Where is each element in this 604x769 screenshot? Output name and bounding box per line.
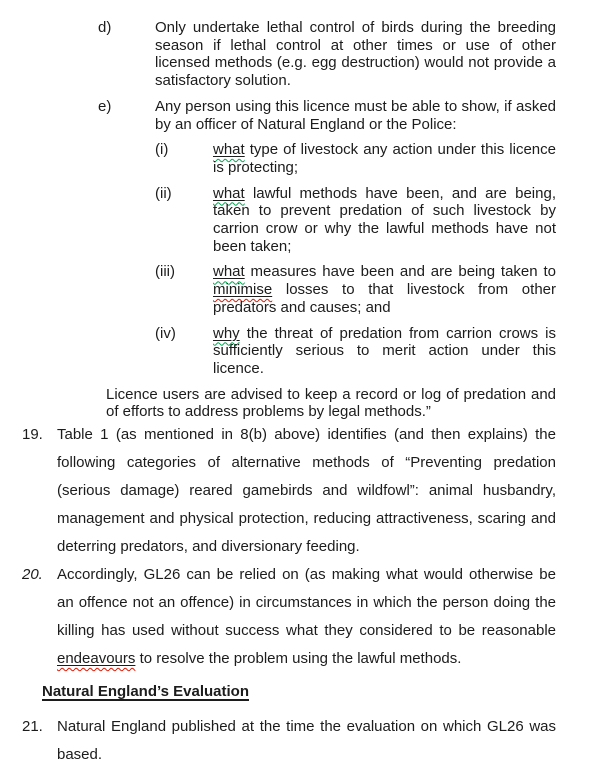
list-item-iii: [0, 263, 556, 316]
paragraph-20-text: Accordingly, GL26 can be relied on (as making what would otherwise be an offence not an offence) in circumstances in which the person doing the killing has used without success what they considered to be reasonable endeavours to resolve the problem using the lawful methods.: [57, 566, 556, 668]
paragraph-21-number: 21.: [22, 718, 43, 736]
list-marker-iv: (iv): [155, 324, 176, 342]
paragraph-19: [0, 421, 556, 561]
section-heading: Natural England’s Evaluation: [42, 683, 249, 701]
list-item-iv: [0, 325, 556, 378]
list-marker-i: (i): [155, 141, 169, 159]
list-item-ii-text: what lawful methods have been, and are being, taken to prevent predation of such livestock by carrion crow or why the lawful methods have not been taken;: [213, 184, 556, 255]
list-item-e: [0, 98, 556, 133]
quote-closing-paragraph: Licence users are advised to keep a record or log of predation and of efforts to address problems by legal methods.”: [106, 385, 556, 421]
list-item-iii-text: what measures have been and are being taken to minimise losses to that livestock from other predators and causes; and: [213, 263, 556, 316]
list-item-iv-text: why the threat of predation from carrion crows is sufficiently serious to merit action under this licence.: [213, 324, 556, 377]
paragraph-21-text: Natural England published at the time the evaluation on which GL26 was based.: [57, 718, 556, 764]
paragraph-21: [0, 713, 556, 769]
flagged-word: minimise: [213, 281, 273, 299]
flagged-word: endeavours: [57, 650, 136, 668]
numbered-paragraphs: [0, 421, 604, 769]
list-item-d-text: Only undertake lethal control of birds during the breeding season if lethal control at other times or use of other licensed methods (e.g. egg destruction) would not provide a satisfactory solution.: [155, 19, 556, 90]
paragraph-19-number: 19.: [22, 426, 43, 444]
list-item-i: [0, 141, 556, 176]
flagged-word: what: [213, 263, 245, 281]
list-item-e-text: Any person using this licence must be able to show, if asked by an officer of Natural England or the Police:: [155, 97, 556, 133]
paragraph-19-text: Table 1 (as mentioned in 8(b) above) identifies (and then explains) the following categories of alternative methods of “Preventing predation (serious damage) reared gamebirds and wildfowl”: animal husbandry, management and physical protection, reducing attractiveness, scaring and deterring predators, and diversionary feeding.: [57, 426, 556, 556]
flagged-word: why: [213, 324, 240, 342]
list-item-d: [0, 19, 556, 90]
flagged-word: what: [213, 184, 245, 202]
list-marker-e: e): [98, 97, 112, 115]
list-marker-ii: (ii): [155, 184, 172, 202]
paragraph-20: [0, 561, 556, 673]
flagged-word: what: [213, 141, 245, 159]
list-item-i-text: what type of livestock any action under this licence is protecting;: [213, 141, 556, 176]
list-marker-iii: (iii): [155, 263, 175, 281]
paragraph-20-number: 20.: [22, 566, 43, 584]
list-item-ii: [0, 185, 556, 256]
list-marker-d: d): [98, 19, 112, 36]
